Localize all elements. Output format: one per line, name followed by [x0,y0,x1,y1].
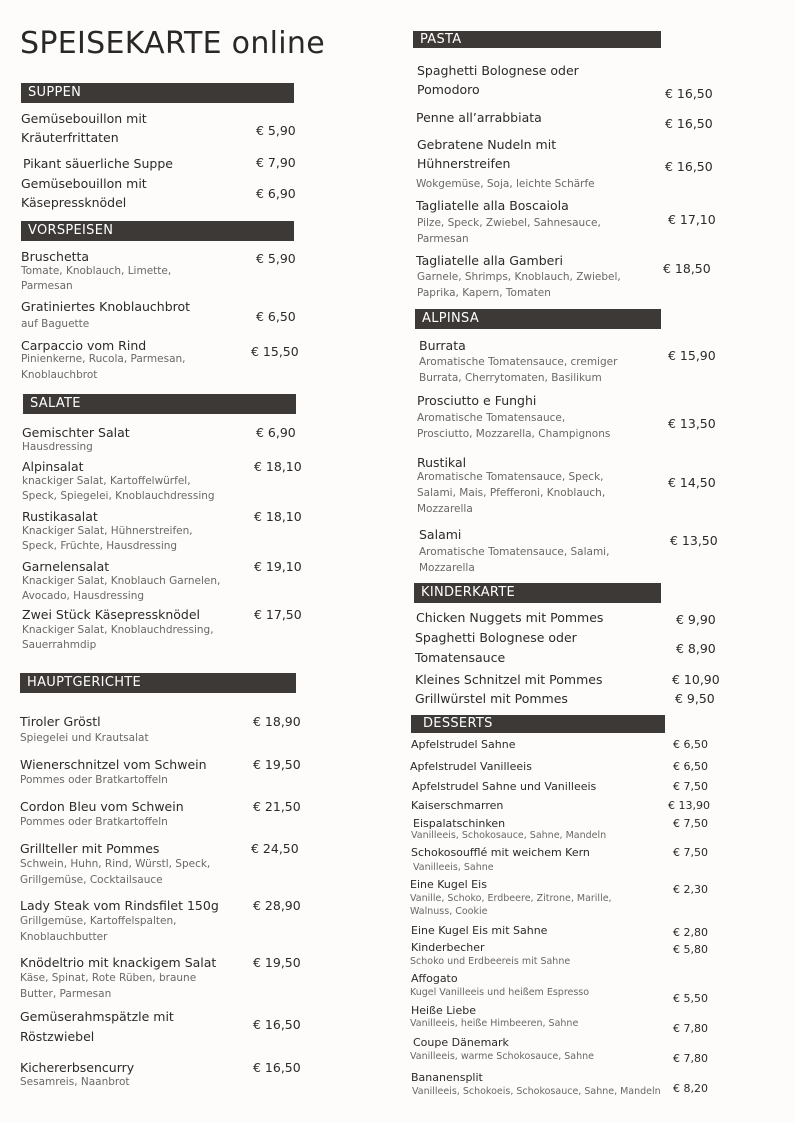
menu-item-name: Tomatensauce [415,650,506,665]
section-header-kinderkarte: KINDERKARTE [414,583,661,603]
menu-item-name: Bruschetta [21,249,90,264]
menu-item-description: Aromatische Tomatensauce, [417,412,566,424]
section-header-desserts: DESSERTS [411,715,665,733]
menu-item-price: € 7,90 [256,155,296,170]
menu-item-name: Kaiserschmarren [411,799,504,812]
menu-item-price: € 5,90 [256,123,296,138]
section-header-pasta: PASTA [413,31,661,48]
menu-item-name: Spaghetti Bolognese oder [415,630,577,645]
menu-item-price: € 6,50 [673,738,708,751]
menu-item-price: € 5,90 [256,251,296,266]
menu-item-description: Pinienkerne, Rucola, Parmesan, [21,353,186,365]
menu-item-name: Carpaccio vom Rind [21,338,147,353]
menu-item-description: Knackiger Salat, Knoblauch Garnelen, [22,575,221,587]
menu-item-description: Spiegelei und Krautsalat [20,732,149,744]
menu-item-price: € 13,50 [670,533,718,548]
menu-item-name: Hühnerstreifen [417,156,511,171]
menu-item-name: Gemüserahmspätzle mit [20,1009,174,1024]
section-header-alpinsa: ALPINSA [415,309,661,329]
menu-item-price: € 16,50 [253,1017,301,1032]
menu-item-description: Knoblauchbutter [20,931,108,943]
menu-item-price: € 6,50 [673,760,708,773]
menu-item-name: Kinderbecher [411,941,485,954]
menu-item-description: Burrata, Cherrytomaten, Basilikum [419,372,602,384]
menu-item-name: Eine Kugel Eis mit Sahne [411,924,548,937]
menu-item-description: Schwein, Huhn, Rind, Würstl, Speck, [20,858,211,870]
menu-item-name: Eine Kugel Eis [410,878,487,891]
menu-item-description: Vanilleeis, warme Schokosauce, Sahne [410,1051,594,1062]
menu-item-name: Spaghetti Bolognese oder [417,63,579,78]
menu-item-name: Gemüsebouillon mit [21,111,147,126]
menu-item-name: Penne all’arrabbiata [416,110,542,125]
menu-item-name: Pomodoro [417,82,480,97]
menu-item-name: Zwei Stück Käsepressknödel [22,607,201,622]
menu-item-price: € 16,50 [665,116,713,131]
menu-item-description: Vanille, Schoko, Erdbeere, Zitrone, Marille, [410,893,612,904]
menu-item-name: Prosciutto e Funghi [417,393,537,408]
menu-item-description: Butter, Parmesan [20,988,112,1000]
menu-item-description: Vanilleeis, heiße Himbeeren, Sahne [410,1018,579,1029]
menu-item-price: € 10,90 [672,672,720,687]
menu-item-price: € 14,50 [668,475,716,490]
menu-item-price: € 13,50 [668,416,716,431]
menu-item-price: € 17,10 [668,212,716,227]
menu-item-price: € 7,50 [673,846,708,859]
menu-item-description: Parmesan [417,233,469,245]
menu-item-price: € 19,50 [253,757,301,772]
menu-item-name: Burrata [419,338,466,353]
menu-item-name: Gemüsebouillon mit [21,176,147,191]
menu-item-description: Salami, Mais, Pfefferoni, Knoblauch, [417,487,606,499]
menu-item-name: Tagliatelle alla Boscaiola [416,198,569,213]
section-header-hauptgerichte: HAUPTGERICHTE [20,673,296,693]
menu-item-name: Kleines Schnitzel mit Pommes [415,672,603,687]
menu-item-price: € 16,50 [253,1060,301,1075]
menu-item-name: Alpinsalat [22,459,84,474]
menu-item-description: Speck, Früchte, Hausdressing [22,540,178,552]
menu-item-name: Cordon Bleu vom Schwein [20,799,184,814]
menu-item-name: Käsepressknödel [21,195,127,210]
menu-item-price: € 18,90 [253,714,301,729]
menu-item-name: Bananensplit [411,1071,483,1084]
menu-item-name: Rustikal [417,455,467,470]
section-header-suppen: SUPPEN [21,83,294,103]
menu-item-description: Mozzarella [419,562,475,574]
menu-item-description: Vanilleeis, Schokoeis, Schokosauce, Sahne, Mandeln [412,1086,661,1097]
menu-item-name: Heiße Liebe [411,1004,476,1017]
menu-item-description: Avocado, Hausdressing [22,590,145,602]
menu-item-description: Knackiger Salat, Hühnerstreifen, [22,525,193,537]
menu-item-description: Wokgemüse, Soja, leichte Schärfe [416,178,595,190]
menu-item-name: Garnelensalat [22,559,110,574]
menu-item-name: Grillteller mit Pommes [20,841,160,856]
menu-item-description: knackiger Salat, Kartoffelwürfel, [22,475,191,487]
menu-item-price: € 2,80 [673,926,708,939]
menu-item-price: € 24,50 [251,841,299,856]
menu-item-name: Apfelstrudel Sahne und Vanilleeis [412,780,597,793]
menu-item-description: Paprika, Kapern, Tomaten [417,287,551,299]
menu-item-price: € 18,10 [254,459,302,474]
menu-item-price: € 8,90 [676,641,716,656]
menu-item-name: Grillwürstel mit Pommes [415,691,568,706]
menu-item-description: Walnuss, Cookie [410,906,488,917]
menu-item-description: Prosciutto, Mozzarella, Champignons [417,428,611,440]
menu-item-description: Hausdressing [22,441,93,453]
menu-item-price: € 6,90 [256,425,296,440]
menu-item-name: Lady Steak vom Rindsfilet 150g [20,898,219,913]
menu-item-price: € 2,30 [673,883,708,896]
menu-item-name: Apfelstrudel Sahne [411,738,516,751]
menu-item-price: € 9,90 [676,612,716,627]
menu-item-description: Pilze, Speck, Zwiebel, Sahnesauce, [417,217,601,229]
menu-item-description: Schoko und Erdbeereis mit Sahne [410,956,571,967]
menu-item-price: € 15,50 [251,344,299,359]
menu-item-name: Salami [419,527,462,542]
menu-item-name: Wienerschnitzel vom Schwein [20,757,207,772]
menu-item-price: € 7,50 [673,780,708,793]
menu-item-description: Aromatische Tomatensauce, cremiger [419,356,618,368]
menu-item-name: Gebratene Nudeln mit [417,137,557,152]
menu-item-name: Apfelstrudel Vanilleeis [410,760,532,773]
menu-item-price: € 19,10 [254,559,302,574]
menu-item-name: Coupe Dänemark [413,1036,509,1049]
menu-item-description: Parmesan [21,280,73,292]
menu-item-price: € 7,80 [673,1022,708,1035]
menu-item-description: Tomate, Knoblauch, Limette, [21,265,172,277]
menu-item-name: Knödeltrio mit knackigem Salat [20,955,217,970]
menu-item-price: € 19,50 [253,955,301,970]
menu-item-price: € 6,50 [256,309,296,324]
menu-item-price: € 16,50 [665,159,713,174]
menu-item-name: Affogato [411,972,458,985]
menu-item-description: Käse, Spinat, Rote Rüben, braune [20,972,197,984]
menu-item-description: Vanilleeis, Sahne [413,862,494,873]
menu-item-description: Grillgemüse, Kartoffelspalten, [20,915,177,927]
menu-item-description: Sesamreis, Naanbrot [20,1076,130,1088]
menu-item-description: auf Baguette [21,318,90,330]
menu-item-price: € 13,90 [668,799,710,812]
menu-item-name: Gratiniertes Knoblauchbrot [21,299,191,314]
menu-item-name: Pikant säuerliche Suppe [23,156,173,171]
menu-item-description: Grillgemüse, Cocktailsauce [20,874,163,886]
menu-item-price: € 5,80 [673,943,708,956]
menu-item-description: Pommes oder Bratkartoffeln [20,774,168,786]
menu-item-description: Kugel Vanilleeis und heißem Espresso [410,987,590,998]
menu-item-name: Chicken Nuggets mit Pommes [416,610,604,625]
menu-item-description: Sauerrahmdip [22,639,97,651]
menu-item-price: € 21,50 [253,799,301,814]
section-header-salate: SALATE [23,394,296,414]
menu-item-description: Knackiger Salat, Knoblauchdressing, [22,624,214,636]
menu-item-price: € 8,20 [673,1082,708,1095]
menu-item-price: € 17,50 [254,607,302,622]
menu-item-price: € 7,50 [673,817,708,830]
menu-item-description: Pommes oder Bratkartoffeln [20,816,168,828]
menu-item-description: Aromatische Tomatensauce, Salami, [419,546,610,558]
menu-item-description: Aromatische Tomatensauce, Speck, [417,471,604,483]
menu-item-description: Knoblauchbrot [21,369,98,381]
menu-item-price: € 16,50 [665,86,713,101]
menu-item-price: € 15,90 [668,348,716,363]
menu-item-description: Speck, Spiegelei, Knoblauchdressing [22,490,215,502]
menu-item-price: € 5,50 [673,992,708,1005]
menu-item-name: Tagliatelle alla Gamberi [416,253,563,268]
menu-item-price: € 6,90 [256,186,296,201]
menu-item-description: Vanilleeis, Schokosauce, Sahne, Mandeln [411,830,607,841]
page-title: SPEISEKARTE online [20,26,325,61]
menu-item-name: Schokosoufflé mit weichem Kern [411,846,590,859]
menu-item-name: Kräuterfrittaten [21,130,119,145]
section-header-vorspeisen: VORSPEISEN [21,221,294,241]
menu-item-price: € 9,50 [675,691,715,706]
menu-item-name: Gemischter Salat [22,425,130,440]
menu-item-price: € 28,90 [253,898,301,913]
menu-item-name: Kichererbsencurry [20,1060,135,1075]
menu-item-description: Garnele, Shrimps, Knoblauch, Zwiebel, [417,271,621,283]
menu-item-price: € 18,50 [663,261,711,276]
menu-item-price: € 18,10 [254,509,302,524]
menu-item-name: Eispalatschinken [413,817,506,830]
menu-item-name: Röstzwiebel [20,1029,95,1044]
menu-item-description: Mozzarella [417,503,473,515]
menu-item-price: € 7,80 [673,1052,708,1065]
menu-item-name: Tiroler Gröstl [20,714,101,729]
menu-item-name: Rustikasalat [22,509,98,524]
